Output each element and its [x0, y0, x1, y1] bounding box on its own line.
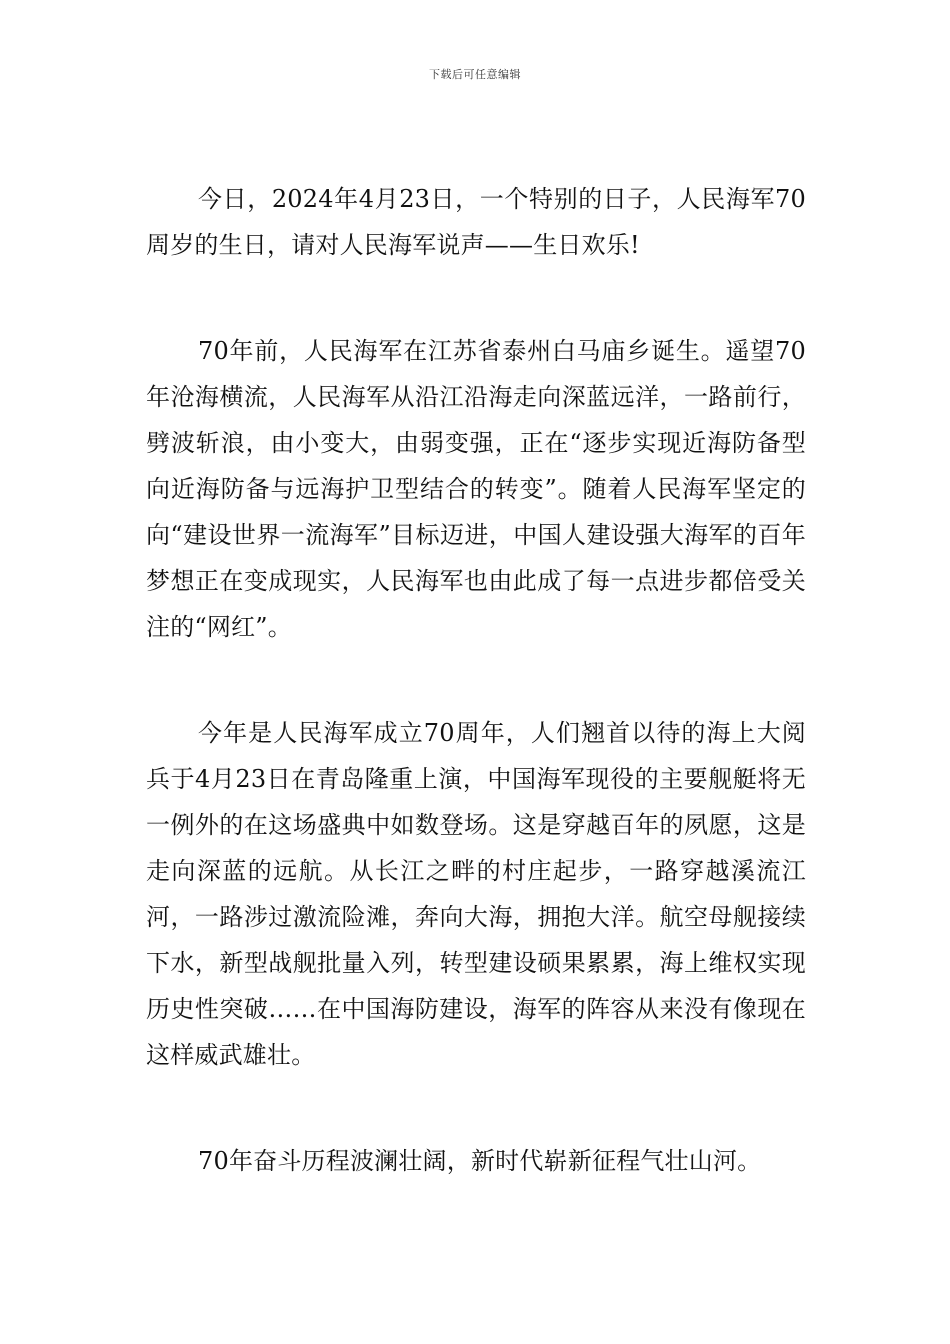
page-header: 下载后可任意编辑 — [429, 68, 521, 81]
paragraph-4: 70年奋斗历程波澜壮阔，新时代崭新征程气壮山河。 — [198, 1147, 762, 1175]
paragraph-1: 今日，2024年4月23日，一个特别的日子，人民海军70周岁的生日，请对人民海军说声——生日欢乐! — [146, 185, 806, 259]
paragraph-3: 今年是人民海军成立70周年，人们翘首以待的海上大阅兵于4月23日在青岛隆重上演，中国海军现役的主要舰艇将无一例外的在这场盛典中如数登场。这是穿越百年的夙愿，这是走向深蓝的远航。从长江之畔的村庄起步，一路穿越溪流江河，一路涉过激流险滩，奔向大海，拥抱大洋。航空母舰接续下水，新型战舰批量入列，转型建设硕果累累，海上维权实现历史性突破……在中国海防建设，海军的阵容从来没有像现在这样威武雄壮。 — [146, 719, 806, 1069]
paragraph-2: 70年前，人民海军在江苏省泰州白马庙乡诞生。遥望70年沧海横流，人民海军从沿江沿海走向深蓝远洋，一路前行，劈波斩浪，由小变大，由弱变强，正在“逐步实现近海防备型向近海防备与远海护卫型结合的转变”。随着人民海军坚定的向“建设世界一流海军”目标迈进，中国人建设强大海军的百年梦想正在变成现实，人民海军也由此成了每一点进步都倍受关注的“网红”。 — [146, 337, 806, 641]
document-body — [146, 176, 806, 1244]
